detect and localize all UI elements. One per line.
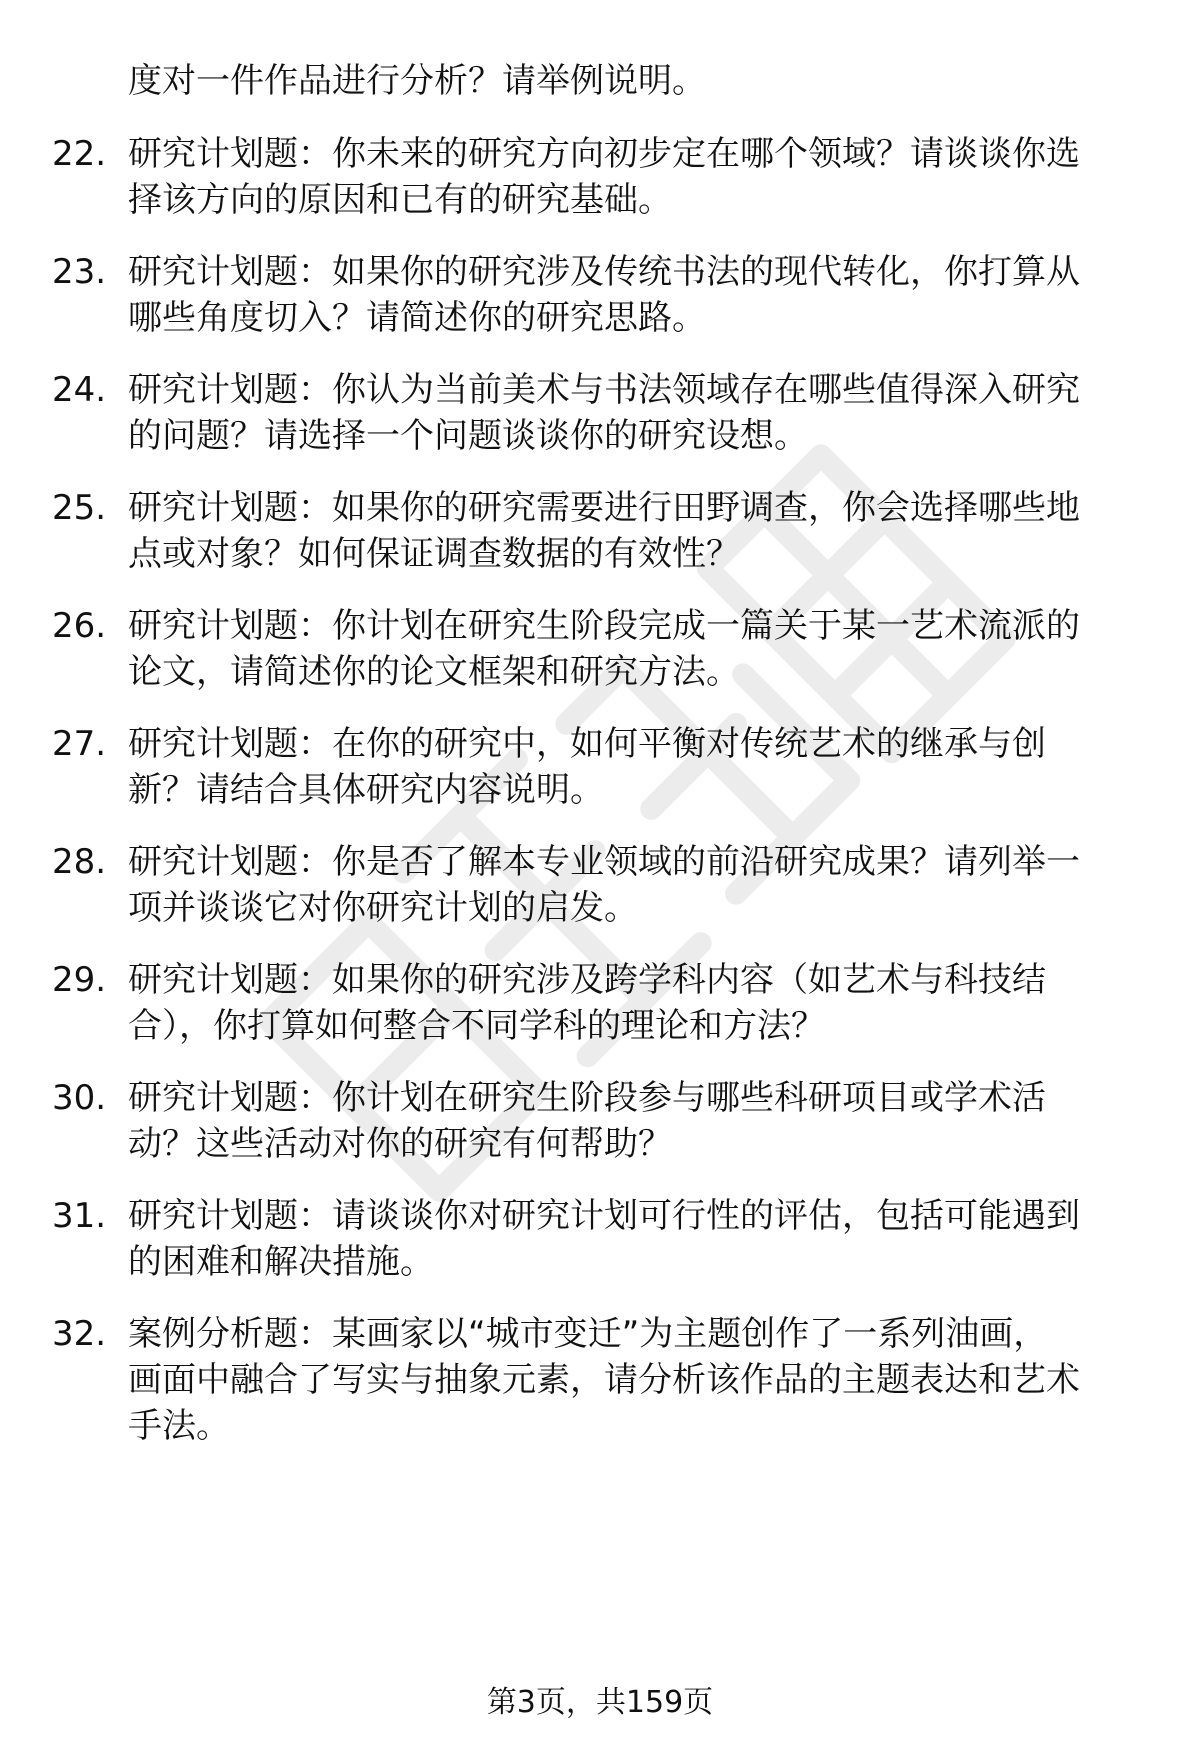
item-text-line: 的问题？请选择一个问题谈谈你的研究设想。 xyxy=(128,416,808,456)
item-text-line: 画面中融合了写实与抽象元素，请分析该作品的主题表达和艺术 xyxy=(128,1360,1080,1400)
item-text-line: 点或对象？如何保证调查数据的有效性？ xyxy=(128,534,740,574)
item-text-line: 项并谈谈它对你研究计划的启发。 xyxy=(128,888,638,928)
continuation-text: 度对一件作品进行分析？请举例说明。 xyxy=(128,61,706,101)
item-text-line: 研究计划题：你计划在研究生阶段参与哪些科研项目或学术活 xyxy=(128,1078,1046,1118)
item-number: 28. xyxy=(52,842,107,882)
item-text-line: 研究计划题：在你的研究中，如何平衡对传统艺术的继承与创 xyxy=(128,724,1046,764)
item-number: 27. xyxy=(52,724,107,764)
item-number: 24. xyxy=(52,370,107,410)
item-text-line: 研究计划题：请谈谈你对研究计划可行性的评估，包括可能遇到 xyxy=(128,1196,1080,1236)
item-text-line: 择该方向的原因和已有的研究基础。 xyxy=(128,180,672,220)
item-number: 22. xyxy=(52,134,107,174)
item-number: 31. xyxy=(52,1196,107,1236)
item-text xyxy=(128,721,1138,813)
item-text-line: 动？这些活动对你的研究有何帮助？ xyxy=(128,1124,672,1164)
item-text-line: 研究计划题：你认为当前美术与书法领域存在哪些值得深入研究 xyxy=(128,370,1080,410)
item-number: 25. xyxy=(52,488,107,528)
item-text xyxy=(128,957,1138,1049)
item-text xyxy=(128,1075,1138,1167)
item-text-line: 案例分析题：某画家以“城市变迁”为主题创作了一系列油画， xyxy=(128,1314,1048,1354)
item-text-line: 研究计划题：你未来的研究方向初步定在哪个领域？请谈谈你选 xyxy=(128,134,1080,174)
item-text xyxy=(128,485,1138,577)
item-text xyxy=(128,1193,1138,1285)
item-text-line: 新？请结合具体研究内容说明。 xyxy=(128,770,604,810)
item-text-line: 研究计划题：你计划在研究生阶段完成一篇关于某一艺术流派的 xyxy=(128,606,1080,646)
item-text-line: 研究计划题：如果你的研究涉及传统书法的现代转化，你打算从 xyxy=(128,252,1080,292)
item-number: 32. xyxy=(52,1314,107,1354)
item-text-line: 合），你打算如何整合不同学科的理论和方法？ xyxy=(128,1006,825,1046)
item-text xyxy=(128,131,1138,223)
item-text-line: 的困难和解决措施。 xyxy=(128,1242,434,1282)
page-footer: 第3页，共159页 xyxy=(486,1685,714,1720)
item-number: 29. xyxy=(52,960,107,1000)
item-number: 26. xyxy=(52,606,107,646)
item-text-line: 论文，请简述你的论文框架和研究方法。 xyxy=(128,652,740,692)
item-text xyxy=(128,839,1138,931)
item-text-line: 哪些角度切入？请简述你的研究思路。 xyxy=(128,298,706,338)
item-number: 23. xyxy=(52,252,107,292)
item-text-line: 研究计划题：如果你的研究需要进行田野调查，你会选择哪些地 xyxy=(128,488,1080,528)
item-text xyxy=(128,367,1138,459)
item-text xyxy=(128,603,1138,695)
item-number: 30. xyxy=(52,1078,107,1118)
item-text xyxy=(128,249,1138,341)
item-text-line: 手法。 xyxy=(128,1406,230,1446)
item-text-line: 研究计划题：如果你的研究涉及跨学科内容（如艺术与科技结 xyxy=(128,960,1046,1000)
item-text-line: 研究计划题：你是否了解本专业领域的前沿研究成果？请列举一 xyxy=(128,842,1080,882)
item-text xyxy=(128,1311,1138,1449)
